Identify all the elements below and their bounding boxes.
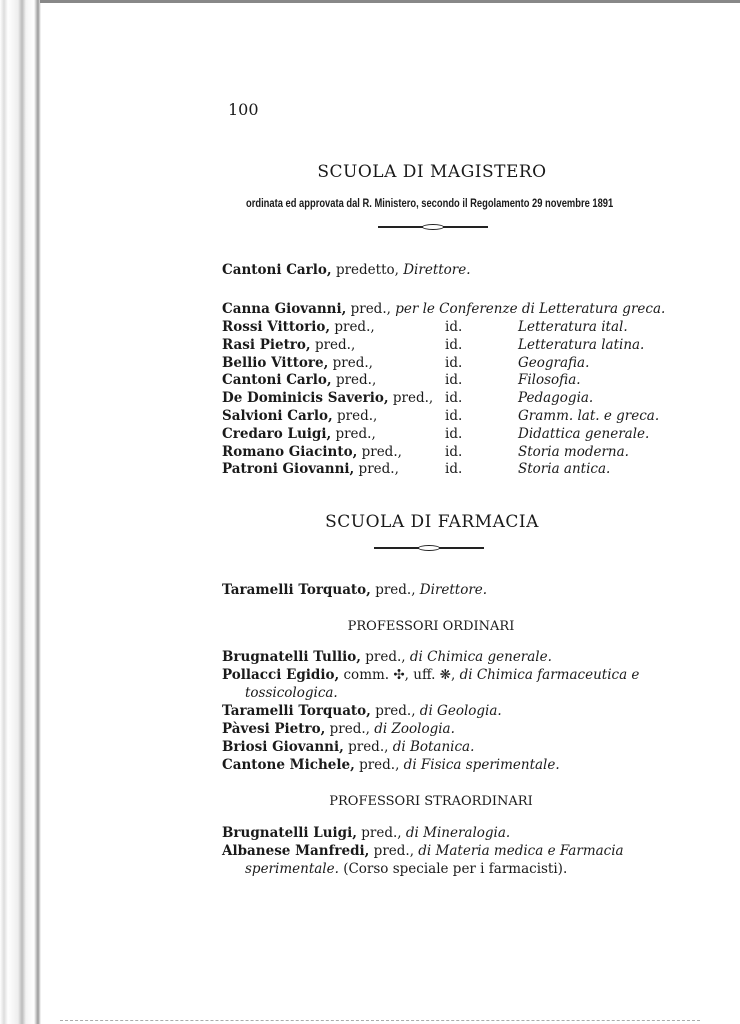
qualifier: pred., <box>373 843 414 859</box>
subheader-straordinari: PROFESSORI STRAORDINARI <box>329 794 533 809</box>
person-name: Briosi Giovanni, <box>222 739 344 755</box>
page-number: 100 <box>228 100 259 119</box>
person-name: Albanese Manfredi, <box>222 843 370 859</box>
subject: di Fisica sperimentale. <box>403 757 560 773</box>
list-item <box>222 649 552 665</box>
list-item <box>222 843 624 859</box>
person-name: Cantone Michele, <box>222 757 355 773</box>
list-item <box>222 337 355 353</box>
person-name: Romano Giacinto, <box>222 443 358 460</box>
subject: di Chimica farmaceutica e <box>459 667 640 683</box>
idem-mark: id. <box>445 319 463 335</box>
person-name: Taramelli Torquato, <box>222 703 371 719</box>
qualifier: pred., <box>350 301 391 317</box>
person-name: Rossi Vittorio, <box>222 319 331 335</box>
ornament-divider <box>374 545 484 551</box>
person-name: Taramelli Torquato, <box>222 582 371 598</box>
list-item-continuation <box>245 685 338 701</box>
subject: Gramm. lat. e greca. <box>518 408 660 424</box>
section-title-magistero: SCUOLA DI MAGISTERO <box>317 162 547 182</box>
ornament-divider <box>378 224 488 230</box>
role: Direttore. <box>403 262 471 278</box>
person-name: Cantoni Carlo, <box>222 372 332 389</box>
qualifier: pred., <box>358 461 399 478</box>
list-item <box>222 739 474 755</box>
qualifier: pred., <box>361 825 402 841</box>
section-subtitle: ordinata ed approvata dal R. Ministero, secondo il Regolamento 29 novembre 1891 <box>246 196 614 210</box>
person-name: Bellio Vittore, <box>222 354 329 371</box>
person-name: Canna Giovanni, <box>222 301 347 317</box>
note: (Corso speciale per i farmacisti). <box>343 861 568 877</box>
list-item <box>222 825 510 841</box>
subject: Pedagogia. <box>518 390 594 407</box>
idem-mark: id. <box>445 390 463 407</box>
qualifier: pred., <box>375 582 416 598</box>
idem-mark: id. <box>445 354 463 371</box>
qualifier: pred., <box>332 354 373 371</box>
role: Direttore. <box>419 582 488 598</box>
qualifier: pred., <box>359 757 400 773</box>
list-item-continuation <box>245 861 567 877</box>
subject: Letteratura ital. <box>518 319 628 335</box>
subject: di Geologia. <box>419 703 502 719</box>
section-title-farmacia: SCUOLA DI FARMACIA <box>325 512 539 532</box>
person-name: Patroni Giovanni, <box>222 461 355 478</box>
subject: di Zoologia. <box>374 721 455 737</box>
subject: di Mineralogia. <box>405 825 511 841</box>
person-name: Credaro Luigi, <box>222 425 332 442</box>
qualifier: pred., <box>336 408 378 424</box>
director-magistero <box>222 262 471 278</box>
subject: Didattica generale. <box>518 425 650 442</box>
subject-continuation: tossicologica. <box>245 685 338 701</box>
list-item <box>222 667 639 683</box>
person-name: Brugnatelli Luigi, <box>222 825 357 841</box>
qualifier: pred., <box>335 372 377 389</box>
list-item <box>222 444 402 460</box>
qualifier: pred., <box>348 739 389 755</box>
person-name: Cantoni Carlo, <box>222 262 332 278</box>
list-item <box>222 757 560 773</box>
subject-continuation: sperimentale. <box>245 861 339 877</box>
qualifier: pred., <box>329 721 370 737</box>
subject: di Materia medica e Farmacia <box>418 843 624 859</box>
list-item <box>222 408 377 424</box>
person-name: Pollacci Egidio, <box>222 667 340 683</box>
subject: per le Conferenze di Letteratura greca. <box>395 301 666 317</box>
qualifier: pred., <box>392 390 434 407</box>
director-farmacia <box>222 582 487 598</box>
idem-mark: id. <box>445 425 463 442</box>
scan-top-edge <box>40 0 740 3</box>
person-name: Brugnatelli Tullio, <box>222 649 361 665</box>
qualifier: pred., <box>365 649 406 665</box>
subject: di Chimica generale. <box>409 649 552 665</box>
list-item <box>222 355 373 371</box>
list-item <box>222 721 455 737</box>
qualifier: pred., <box>334 319 375 335</box>
qualifier: pred., <box>361 443 402 460</box>
list-item <box>222 319 375 335</box>
qualifier: pred., <box>375 703 416 719</box>
subject: Letteratura latina. <box>518 336 645 353</box>
subject: Storia antica. <box>518 461 611 478</box>
person-name: Rasi Pietro, <box>222 336 311 353</box>
person-name: De Dominicis Saverio, <box>222 390 389 407</box>
list-item <box>222 301 665 317</box>
subject: di Botanica. <box>392 739 475 755</box>
idem-mark: id. <box>445 372 463 389</box>
idem-mark: id. <box>445 443 463 460</box>
list-item <box>222 372 376 388</box>
scan-bottom-edge <box>60 1020 700 1021</box>
subject: Geografia. <box>518 354 590 371</box>
list-item <box>222 390 433 406</box>
subject: Storia moderna. <box>518 443 629 460</box>
list-item <box>222 426 376 442</box>
list-item <box>222 703 502 719</box>
qualifier: predetto, <box>335 262 399 278</box>
person-name: Salvioni Carlo, <box>222 408 333 424</box>
idem-mark: id. <box>445 336 463 353</box>
person-name: Pàvesi Pietro, <box>222 721 326 737</box>
qualifier: pred., <box>314 336 356 353</box>
qualifier: comm. ✣, uff. ❋, <box>343 667 456 683</box>
qualifier: pred., <box>335 425 376 442</box>
subject: Filosofia. <box>518 372 581 389</box>
list-item <box>222 461 399 477</box>
idem-mark: id. <box>445 461 463 478</box>
subheader-ordinari: PROFESSORI ORDINARI <box>347 619 515 634</box>
idem-mark: id. <box>445 408 463 424</box>
